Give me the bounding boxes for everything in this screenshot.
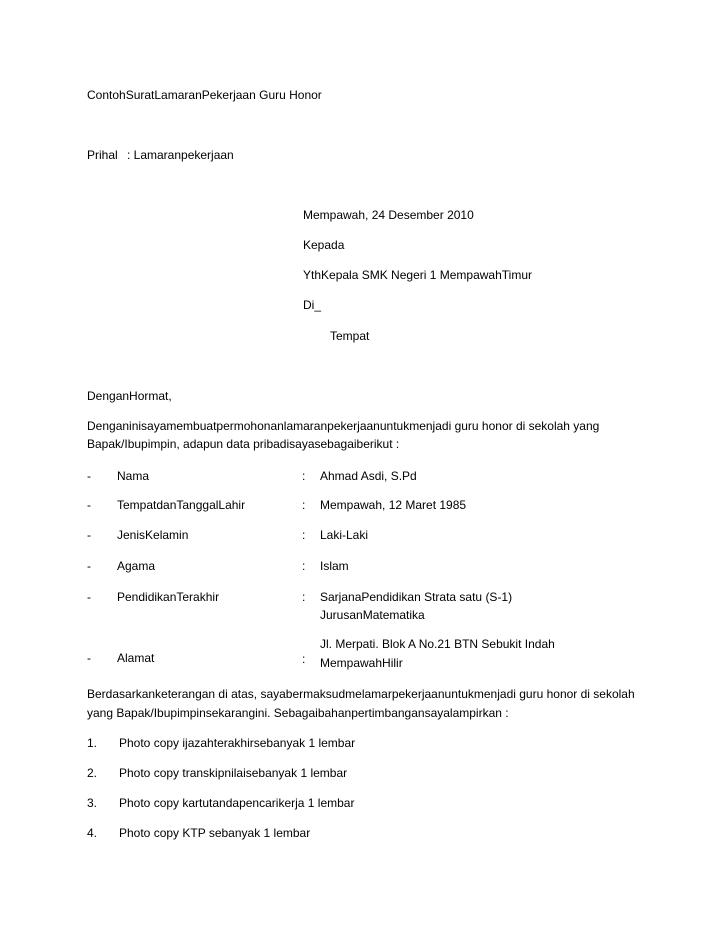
closing-line-1: Berdasarkanketerangan di atas, sayabermaksudmelamarpekerjaanuntukmenjadi guru honor di sekolah — [87, 687, 635, 701]
attachment-text: Photo copy ijazahterakhirsebanyak 1 lembar — [119, 736, 356, 750]
detail-label: TempatdanTanggalLahir — [117, 498, 246, 512]
detail-label: Agama — [117, 559, 156, 573]
greeting: DenganHormat, — [87, 389, 172, 403]
detail-label: JenisKelamin — [117, 528, 189, 542]
attachment-item — [0, 764, 728, 784]
detail-row-pendidikan — [0, 588, 728, 628]
attachment-number: 4. — [87, 826, 98, 840]
detail-colon: : — [302, 652, 306, 666]
address-to: Kepada — [303, 238, 345, 252]
detail-label: PendidikanTerakhir — [117, 590, 220, 604]
prihal-value: : Lamaranpekerjaan — [127, 148, 234, 162]
address-place: Tempat — [330, 329, 370, 343]
detail-dash: - — [87, 559, 91, 573]
detail-value-line-2: JurusanMatematika — [320, 608, 425, 622]
detail-value: Laki-Laki — [320, 528, 369, 542]
detail-colon: : — [302, 528, 306, 542]
detail-row-nama — [0, 467, 728, 487]
detail-colon: : — [302, 559, 306, 573]
attachment-text: Photo copy kartutandapencarikerja 1 lembar — [119, 796, 355, 810]
letter-date: Mempawah, 24 Desember 2010 — [303, 208, 474, 222]
attachment-item — [0, 824, 728, 844]
detail-dash: - — [87, 590, 91, 604]
detail-row-alamat — [0, 635, 728, 675]
detail-row-agama — [0, 557, 728, 577]
detail-dash: - — [87, 498, 91, 512]
detail-label: Alamat — [117, 651, 155, 665]
attachment-number: 1. — [87, 736, 98, 750]
closing-line-2: yang Bapak/Ibupimpinsekarangini. Sebagaibahanpertimbangansayalampirkan : — [87, 706, 509, 720]
detail-dash: - — [87, 469, 91, 483]
attachment-number: 3. — [87, 796, 98, 810]
address-at: Di_ — [303, 298, 322, 312]
intro-line-2: Bapak/Ibupimpin, adapun data pribadisayasebagaiberikut : — [87, 437, 400, 451]
detail-colon: : — [302, 590, 306, 604]
detail-value-line-2: MempawahHilir — [320, 656, 403, 670]
intro-line-1: Denganinisayamembuatpermohonanlamaranpekerjaanuntukmenjadi guru honor di sekolah yang — [87, 419, 600, 433]
attachment-item — [0, 794, 728, 814]
detail-colon: : — [302, 498, 306, 512]
detail-dash: - — [87, 651, 91, 665]
detail-row-ttl — [0, 496, 728, 516]
document-title: ContohSuratLamaranPekerjaan Guru Honor — [87, 88, 322, 102]
attachment-item — [0, 734, 728, 754]
attachment-text: Photo copy KTP sebanyak 1 lembar — [119, 826, 311, 840]
detail-value: Jl. Merpati. Blok A No.21 BTN Sebukit Indah — [320, 637, 555, 651]
detail-value: Islam — [320, 559, 349, 573]
detail-row-jenis-kelamin — [0, 526, 728, 546]
detail-value: Ahmad Asdi, S.Pd — [320, 469, 417, 483]
address-recipient: YthKepala SMK Negeri 1 MempawahTimur — [303, 268, 532, 282]
attachment-text: Photo copy transkipnilaisebanyak 1 lembar — [119, 766, 348, 780]
attachment-number: 2. — [87, 766, 98, 780]
detail-label: Nama — [117, 469, 150, 483]
detail-value: SarjanaPendidikan Strata satu (S-1) — [320, 590, 513, 604]
detail-colon: : — [302, 469, 306, 483]
detail-value: Mempawah, 12 Maret 1985 — [320, 498, 467, 512]
prihal-label: Prihal — [87, 148, 118, 162]
detail-dash: - — [87, 528, 91, 542]
